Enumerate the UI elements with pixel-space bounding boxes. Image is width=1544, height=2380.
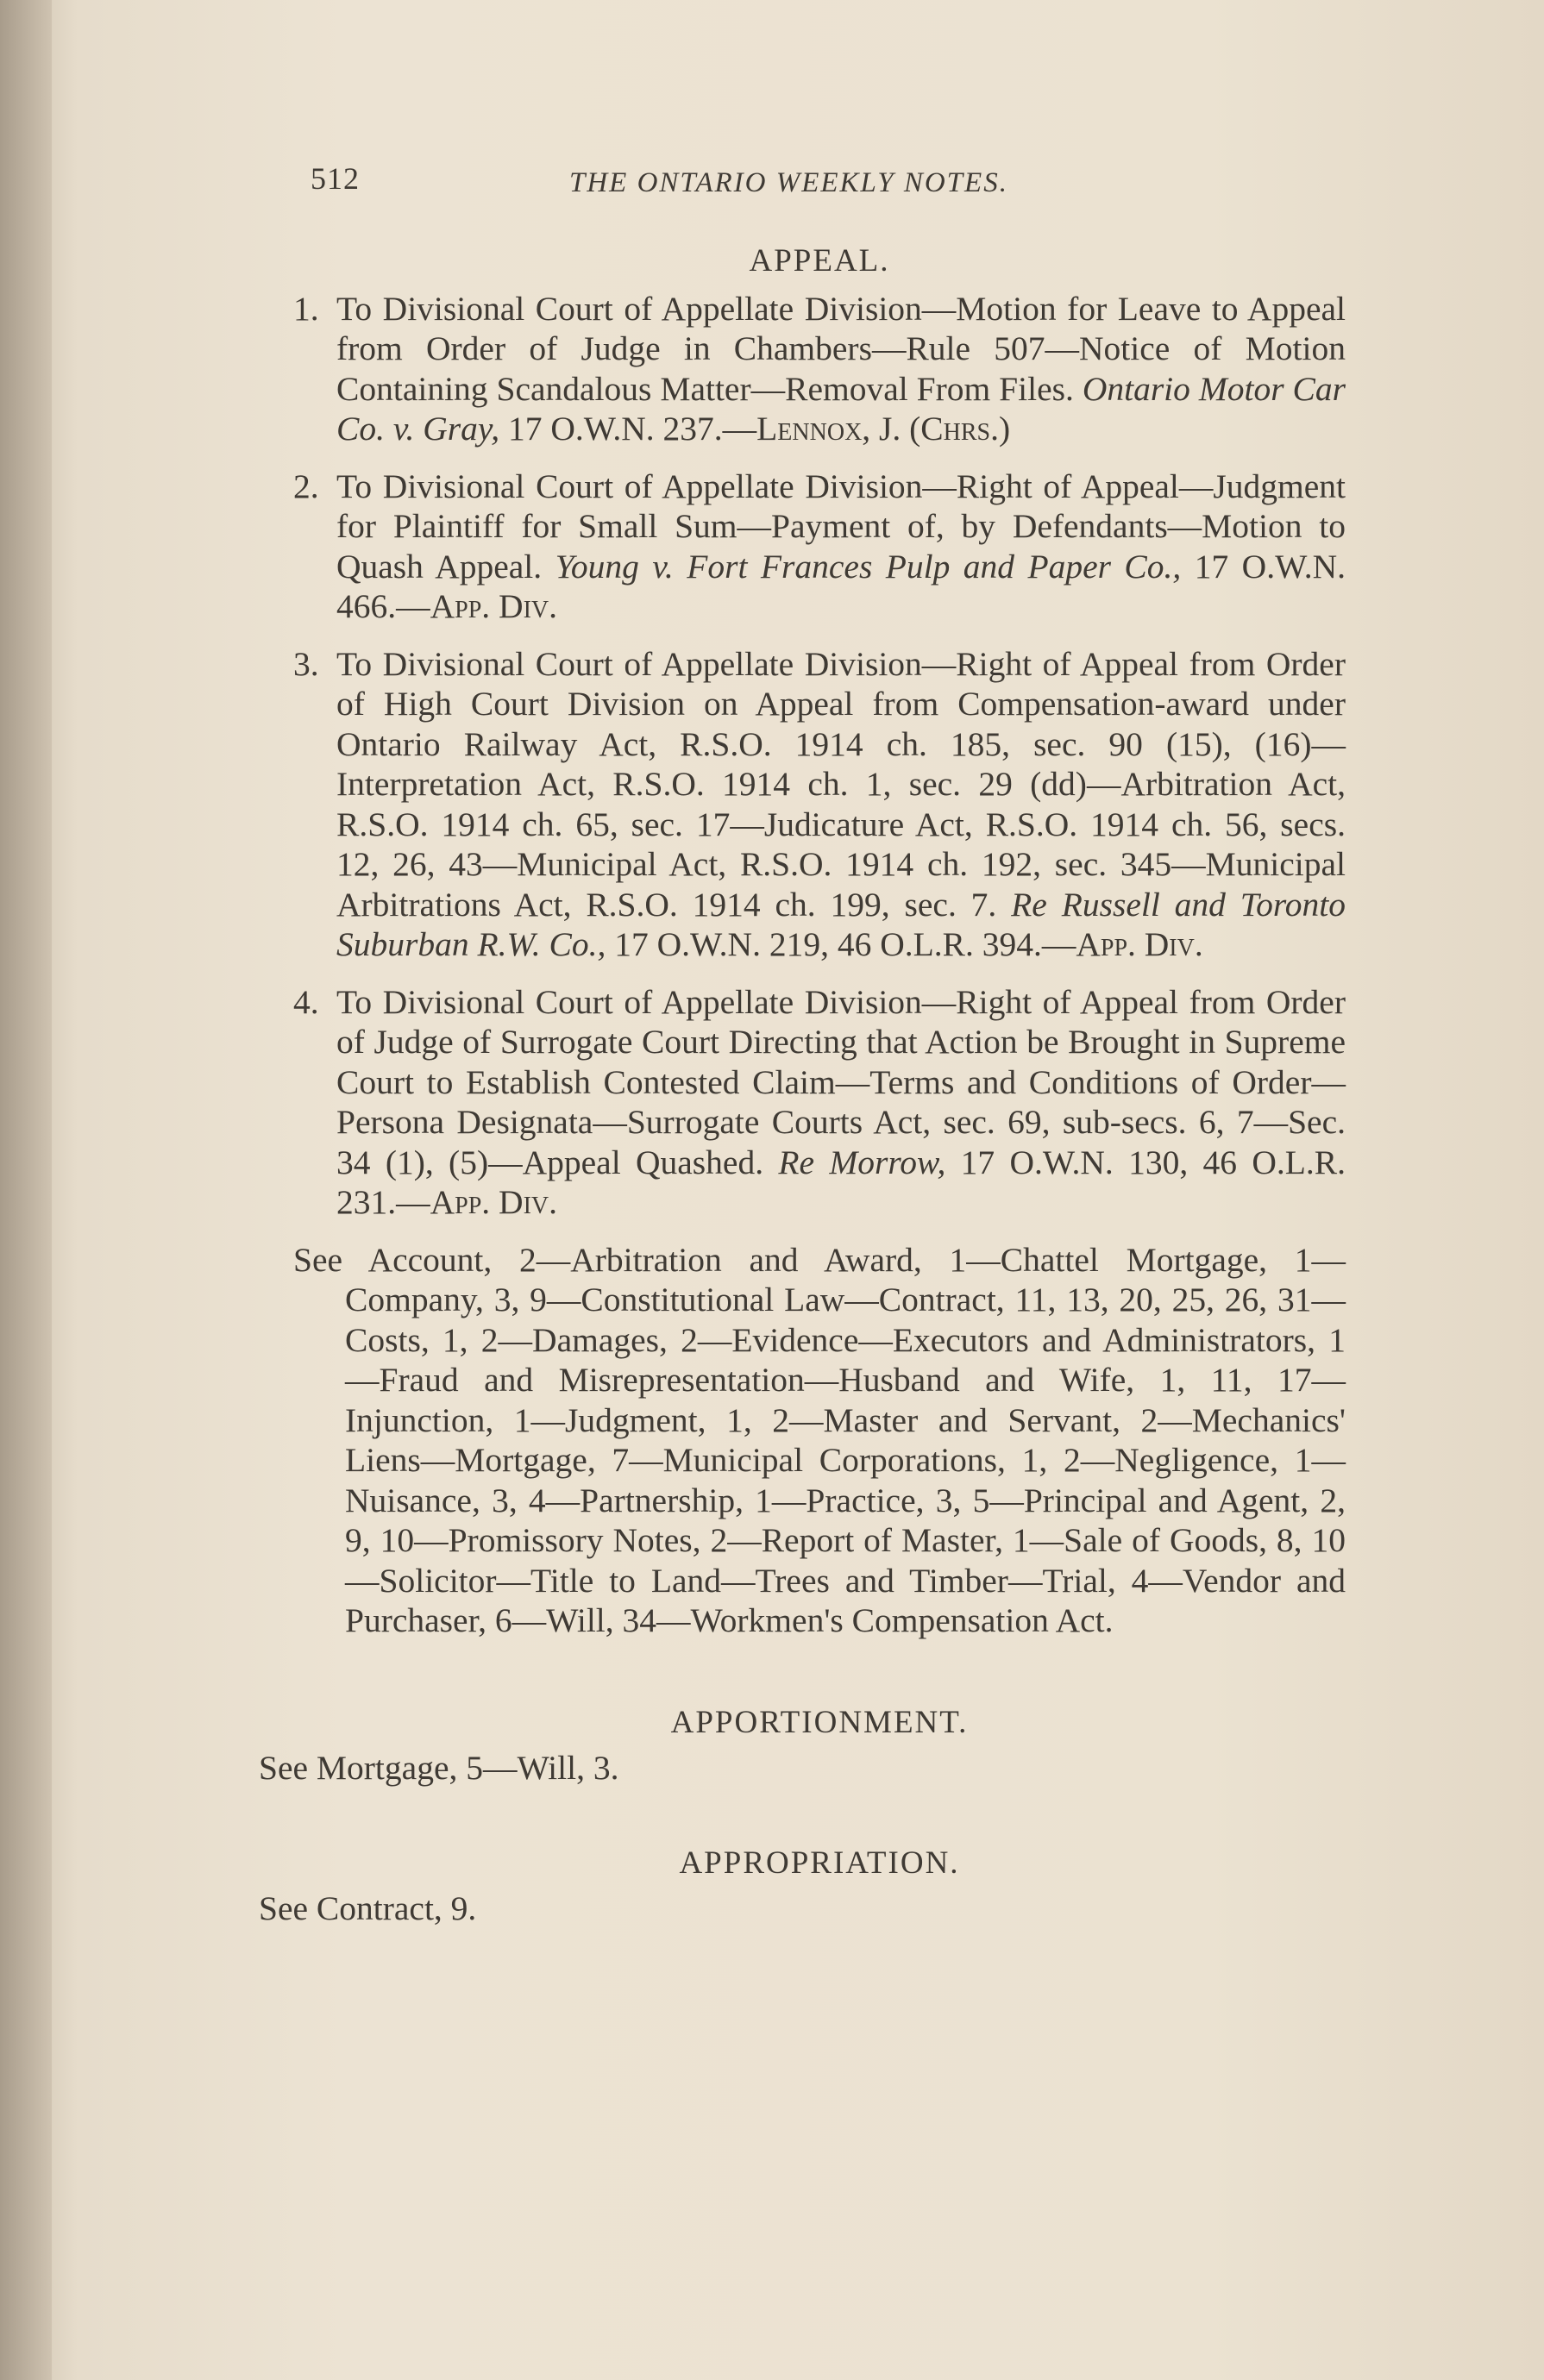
case-name: Ontario Motor Car Co. v. Gray,	[336, 369, 1346, 448]
case-name: Young v. Fort Frances Pulp and Paper Co.,	[555, 547, 1182, 586]
entry-body	[326, 467, 1346, 627]
entry-text: To Divisional Court of Appellate Division—Motion for Leave to Appeal from Order of Judge in Chambers—Rule 507—Notice of Motion Containing Scandalous Matter—Removal From Files.	[336, 289, 1346, 408]
entry-body	[326, 982, 1346, 1223]
section-heading-apportionment: APPORTIONMENT.	[670, 1704, 969, 1740]
see-also-paragraph: See Account, 2—Arbitration and Award, 1—Chattel Mortgage, 1—Company, 3, 9—Constitutional Law—Contract, 11, 13, 20, 25, 26, 31—Costs, 1, 2—Damages, 2—Evidence—Executors and Administrators, 1—Fraud and Misrepresentation—Husband and Wife, 1, 11, 17—Injunction, 1—Judgment, 1, 2—Master and Servant, 2—Mechanics' Liens—Mortgage, 7—Municipal Corporations, 1, 2—Negligence, 1—Nuisance, 3, 4—Partnership, 1—Practice, 3, 5—Principal and Agent, 2, 9, 10—Promissory Notes, 2—Report of Master, 1—Sale of Goods, 8, 10—Solicitor—Title to Land—Trees and Timber—Trial, 4—Vendor and Purchaser, 6—Will, 34—Workmen's Compensation Act.	[293, 1240, 1346, 1639]
court: Lennox, J. (Chrs.)	[756, 410, 1011, 448]
entry-body	[326, 644, 1346, 965]
entry	[293, 644, 1346, 965]
citation: 17 O.W.N. 237.—	[507, 410, 757, 448]
entry-body	[326, 289, 1346, 449]
court: App. Div.	[1076, 925, 1203, 963]
section-heading-appropriation: APPROPRIATION.	[679, 1845, 960, 1881]
page-number: 512	[311, 161, 360, 196]
court: App. Div.	[430, 1183, 557, 1221]
entry-number: 4.	[293, 982, 319, 1021]
citation: 17 O.W.N. 219, 46 O.L.R. 394.—	[614, 925, 1076, 963]
entry-text: To Divisional Court of Appellate Division—Right of Appeal—Judgment for Plaintiff for Small Sum—Payment of, by Defendants—Motion to Quash Appeal.	[336, 467, 1346, 586]
entry-number: 1.	[293, 289, 319, 328]
entry	[293, 467, 1346, 627]
entry-number: 2.	[293, 467, 319, 505]
citation: 17 O.W.N. 466.—	[336, 547, 1346, 625]
page-content	[259, 241, 1346, 1929]
entry-text: To Divisional Court of Appellate Division—Right of Appeal from Order of Judge of Surrogate Court Directing that Action be Brought in Supreme Court to Establish Contested Claim—Terms and Conditions of Order—Persona Designata—Surrogate Courts Act, sec. 69, sub-secs. 6, 7—Sec. 34 (1), (5)—Appeal Quashed.	[336, 982, 1346, 1181]
see-also-apportionment: See Mortgage, 5—Will, 3.	[259, 1749, 619, 1787]
page-header	[311, 160, 1173, 212]
case-name: Re Morrow,	[778, 1143, 946, 1181]
case-name: Re Russell and Toronto Suburban R.W. Co.,	[336, 885, 1346, 963]
citation: 17 O.W.N. 130, 46 O.L.R. 231.—	[336, 1143, 1346, 1221]
running-title: THE ONTARIO WEEKLY NOTES.	[569, 167, 1008, 198]
entry-text: To Divisional Court of Appellate Division—Right of Appeal from Order of High Court Division on Appeal from Compensation-award under Ontario Railway Act, R.S.O. 1914 ch. 185, sec. 90 (15), (16)—Interpretation Act, R.S.O. 1914 ch. 1, sec. 29 (dd)—Arbitration Act, R.S.O. 1914 ch. 65, sec. 17—Judicature Act, R.S.O. 1914 ch. 56, secs. 12, 26, 43—Municipal Act, R.S.O. 1914 ch. 192, sec. 345—Municipal Arbitrations Act, R.S.O. 1914 ch. 199, sec. 7.	[336, 644, 1346, 924]
see-also-appropriation: See Contract, 9.	[259, 1889, 477, 1927]
court: App. Div.	[430, 587, 557, 625]
binding-gutter	[0, 0, 52, 2380]
entry-number: 3.	[293, 644, 319, 683]
entry	[293, 289, 1346, 449]
entry	[293, 982, 1346, 1223]
section-heading-appeal: APPEAL.	[749, 243, 890, 279]
